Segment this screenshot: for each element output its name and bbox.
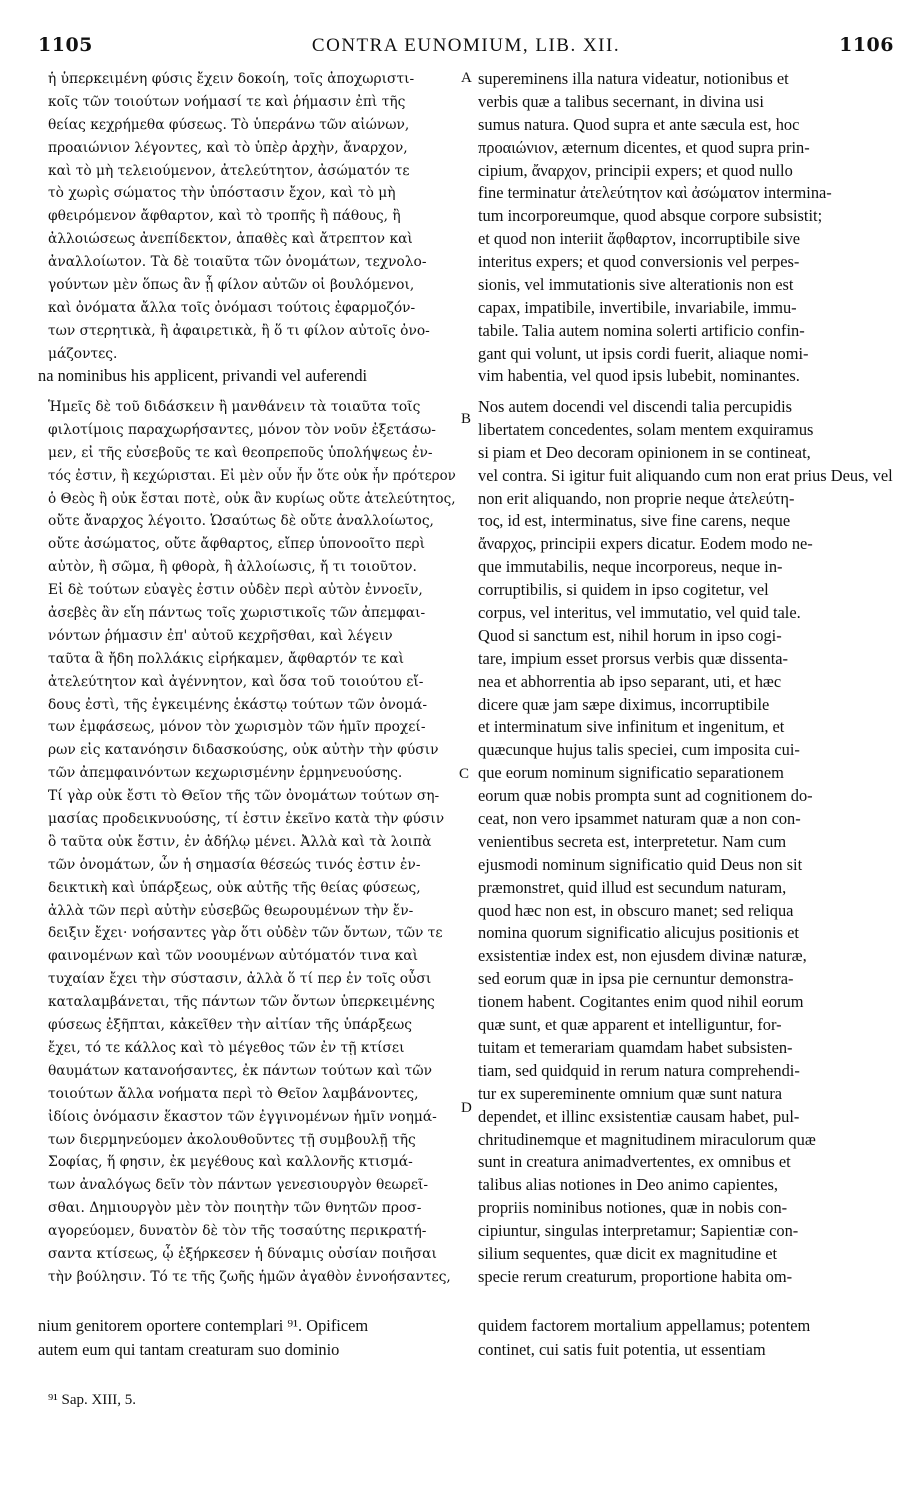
page-number-left: 1105 (38, 34, 93, 56)
latin-text-line: que immutabilis, neque incorporeus, neque in- (478, 557, 783, 577)
latin-text-line: tuitam et temerariam quamdam habet subsisten- (478, 1037, 793, 1057)
latin-text-line: quæ sunt, et quæ apparent et intelliguntur, for- (478, 1015, 782, 1035)
greek-text-line: γούντων μὲν ὅπως ἂν ᾖ φίλον αὐτῶν οἱ βουλόμενοι, (48, 277, 415, 294)
latin-text-line: προαιώνιον, æternum dicentes, et quod supra prin- (478, 137, 810, 157)
latin-text-line: ceat, non vero ipsammet naturam quæ a non con- (478, 809, 801, 829)
greek-text-line: φθειρόμενον ἄφθαρτον, καὶ τὸ τροπῆς ἢ πάθους, ἢ (48, 208, 401, 225)
latin-text-line: specie rerum creaturum, proportione habita om- (478, 1266, 793, 1286)
greek-text-line: αγορεύομεν, δυνατὸν δὲ τὸν τῆς τοσαύτης περικρατή- (48, 1223, 427, 1240)
greek-text-line: ἀτελεύτητον καὶ ἀγέννητον, καὶ ὅσα τοῦ τοιούτου εἴ- (48, 673, 424, 690)
greek-text-line: θαυμάτων κατανοήσαντες, ἐκ πάντων τούτων καὶ τῶν (48, 1062, 433, 1079)
latin-text-line: eorum quæ nobis prompta sunt ad cognitionem do- (478, 786, 813, 806)
span-line-1-right: vim habentia, vel quod ipsis lubebit, nominantes. (478, 366, 800, 385)
greek-text-line: κοῖς τῶν τοιούτων νοήμασί τε καὶ ῥήμασιν ἐπὶ τῆς (48, 93, 406, 110)
latin-text-line: ἄναρχος, principii expers dicatur. Eodem modo ne- (478, 534, 813, 554)
greek-text-line: μάζοντες. (48, 345, 118, 362)
latin-text-line: quod hæc non est, in obscuro manet; sed reliqua (478, 900, 794, 920)
latin-text-line: propriis nominibus notiones, quæ in nobis con- (478, 1198, 788, 1218)
greek-text-line: σαντα κτίσεως, ᾧ ἐξήρκεσεν ἡ δύναμις οὐσίαν ποιῆσαι (48, 1245, 437, 1262)
greek-text-line: τοιούτων ἄλλα νοήματα περὶ τὸ Θεῖον λαμβάνοντες, (48, 1085, 419, 1102)
greek-text-line: δους ἐστὶ, τῆς ἐγκειμένης ἑκάστῳ τούτων τῶν ὀνομά- (48, 696, 428, 713)
latin-text-line: cipiuntur, singulas interpretamur; Sapientiæ con- (478, 1221, 799, 1241)
greek-text-line: των διερμηνεύομεν ἀκολουθοῦντες τῇ συμβουλῇ τῆς (48, 1131, 416, 1148)
latin-text-line: non erit aliquando, non proprie neque ἀτελεύτη- (478, 488, 795, 508)
latin-text-line: τος, id est, interminatus, sive fine carens, neque (478, 511, 791, 531)
greek-text-line: σθαι. Δημιουργὸν μὲν τὸν ποιητὴν τῶν θνητῶν προσ- (48, 1200, 422, 1217)
latin-text-line: ejusmodi nominum significatio quid Deus non sit (478, 854, 803, 874)
span-line-2-left: nium genitorem oportere contemplari ⁹¹. Opificem (38, 1316, 369, 1335)
latin-text-line: fine terminatur ἀτελεύτητον καὶ ἀσώματον intermina- (478, 183, 832, 203)
latin-text-line: præmonstret, quid illud est secundum naturam, (478, 877, 787, 897)
footnote: ⁹¹ Sap. XIII, 5. (48, 1392, 137, 1408)
latin-text-line: nomina quorum significatio alicujus positionis et (478, 923, 799, 943)
latin-text-line: interitus expers; et quod conversionis vel perpes- (478, 252, 800, 272)
latin-text-line: tur ex supereminente omnium quæ sunt natura (478, 1083, 783, 1103)
latin-text-line: Quod si sanctum est, nihil horum in ipso cogi- (478, 625, 782, 645)
greek-column-main (48, 396, 456, 1289)
greek-text-line: ἀσεβὲς ἂν εἴη πάντως τοῖς χωριστικοῖς τῶν ἀπεμφαι- (48, 605, 426, 622)
latin-text-line: exsistentiæ index est, non ejusdem divinæ naturæ, (478, 946, 807, 966)
latin-text-line: sunt in creatura animadvertentes, ex omnibus et (478, 1152, 791, 1172)
greek-text-line: θείας κεχρήμεθα φύσεως. Τὸ ὑπεράνω τῶν αἰώνων, (48, 116, 410, 133)
latin-text-line: tiam, sed quidquid in rerum natura comprehendi- (478, 1060, 800, 1080)
greek-text-line: τῶν ἀπεμφαινόντων κεχωρισμένην ἑρμηνευούσης. (48, 765, 403, 782)
latin-text-line: sionis, vel immutationis sive alterationis non est (478, 275, 794, 295)
greek-text-line: Εἰ δὲ τούτων εὐαγὲς ἐστιν οὐδὲν περὶ αὐτὸν ἐννοεῖν, (48, 582, 423, 599)
latin-text-line: si piam et Deo decoram opinionem in se contineat, (478, 442, 811, 462)
greek-text-line: ἔχει, τό τε κάλλος καὶ τὸ μέγεθος τῶν ἐν τῇ κτίσει (48, 1039, 405, 1056)
greek-text-line: τός ἐστιν, ἢ κεχώρισται. Εἰ μὲν οὖν ἦν ὅτε οὐκ ἦν πρότερον (48, 467, 456, 484)
latin-text-line: chritudinemque et magnitudinem miraculorum quæ (478, 1129, 816, 1149)
page-header (38, 34, 894, 60)
latin-text-line: nea et abhorrentia ab ipso separant, uti, et hæc (478, 671, 782, 691)
greek-text-line: ἀλλοιώσεως ἀνεπίδεκτον, ἀπαθὲς καὶ ἄτρεπτον καὶ (48, 231, 413, 248)
latin-text-line: et interminatum sive infinitum et ingenitum, et (478, 717, 785, 737)
greek-text-line: τὴν βούλησιν. Τό τε τῆς ζωῆς ἡμῶν ἀγαθὸν ἐννοήσαντες, (48, 1268, 451, 1285)
latin-text-line: que eorum nominum significatio separationem (478, 763, 784, 783)
section-marker-c: C (459, 766, 470, 782)
latin-text-line: talibus alias notiones in Deo animo capientes, (478, 1175, 778, 1195)
greek-text-line: Τί γὰρ οὐκ ἔστι τὸ Θεῖον τῆς τῶν ὀνομάτων τούτων ση- (48, 788, 440, 805)
greek-text-line: δειξιν ἔχει· νοήσαντες γὰρ ὅτι οὐδὲν τῶν ὄντων, τῶν τε (48, 925, 443, 942)
greek-text-line: ἀλλὰ τῶν περὶ αὐτὴν εὐσεβῶς θεωρουμένων τὴν ἔν- (48, 902, 414, 919)
latin-text-line: tabile. Talia autem nomina solerti artificio confin- (478, 320, 805, 340)
greek-text-line: των ἐμφάσεως, μόνον τὸν χωρισμὸν τῶν ἡμῖν προχεί- (48, 719, 426, 736)
greek-text-line: μεν, εἰ τῆς εὐσεβοῦς τε καὶ θεοπρεποῦς ὑπολήψεως ἐν- (48, 444, 433, 461)
latin-text-line: tare, impium esset prorsus verbis quæ dissenta- (478, 648, 789, 668)
span-line-3 (38, 1339, 894, 1362)
greek-text-line: νόντων ῥήμασιν ἐπ' αὐτοῦ κεχρῆσθαι, καὶ λέγειν (48, 627, 393, 644)
section-marker-b: B (461, 411, 472, 427)
greek-text-line: δεικτικὴ καὶ ὑπάρξεως, οὐκ αὐτῆς τῆς θείας φύσεως, (48, 879, 421, 896)
greek-text-line: αὐτὸν, ἢ σῶμα, ἢ φθορὰ, ἢ ἀλλοίωσις, ἤ τι τοιοῦτον. (48, 559, 417, 576)
latin-text-line: sed eorum quæ in ipsa pie cernuntur demonstra- (478, 969, 794, 989)
latin-text-line: supereminens illa natura videatur, notionibus et (478, 69, 789, 88)
greek-text-line: των ἀναλόγως δεῖν τὸν πάντων γενεσιουργὸν θεωρεῖ- (48, 1177, 429, 1194)
greek-text-line: ἀναλλοίωτον. Τὰ δὲ τοιαῦτα τῶν ὀνομάτων, τεχνολο- (48, 254, 427, 271)
greek-text-line: οὔτε ἄναρχος λέγοιτο. Ὡσαύτως δὲ οὔτε ἀναλλοίωτος, (48, 513, 434, 530)
span-line-2-right: quidem factorem mortalium appellamus; potentem (478, 1316, 811, 1335)
latin-text-line: Nos autem docendi vel discendi talia percupidis (478, 397, 793, 416)
section-marker-d: D (461, 1100, 472, 1116)
latin-text-line: cipium, ἄναρχον, principii expers; et quod nullo (478, 160, 793, 180)
section-marker-a: A (461, 70, 472, 86)
greek-text-line: φύσεως ἐξῆπται, κἀκεῖθεν τὴν αἰτίαν τῆς ὑπάρξεως (48, 1017, 412, 1034)
latin-text-line: et quod non interiit ἄφθαρτον, incorruptibile sive (478, 229, 801, 249)
greek-text-line: φαινομένων καὶ τῶν νοουμένων αὐτόματόν τινα καὶ (48, 948, 419, 965)
latin-text-line: dicere quæ jam sæpe diximus, incorruptibile (478, 694, 770, 714)
greek-text-line: μασίας προδεικνυούσης, τί ἐστιν ἐκεῖνο κατὰ τὴν φύσιν (48, 811, 445, 828)
greek-text-line: των στερητικὰ, ἢ ἀφαιρετικὰ, ἢ ὅ τι φίλον αὐτοῖς ὀνο- (48, 322, 430, 339)
greek-text-line: ρων εἰς κατανόησιν διδασκούσης, οὐκ αὐτὴν τὴν φύσιν (48, 742, 439, 759)
greek-text-line: ὃ ταῦτα οὐκ ἔστιν, ἐν ἀδήλῳ μένει. Ἀλλὰ καὶ τὰ λοιπὰ (48, 833, 432, 850)
greek-text-line: Σοφίας, ἥ φησιν, ἐκ μεγέθους καὶ καλλονῆς κτισμά- (48, 1154, 413, 1171)
page-number-right: 1106 (839, 34, 894, 56)
latin-text-line: corruptibilis, si quidem in ipso cogitetur, vel (478, 580, 769, 600)
greek-text-line: τυχαίαν ἔχει τὴν σύστασιν, ἀλλὰ ὅ τί περ ἐν τοῖς οὖσι (48, 971, 432, 988)
latin-text-line: quæcunque hujus talis speciei, cum imposita cui- (478, 740, 800, 760)
running-title: CONTRA EUNOMIUM, LIB. XII. (311, 35, 621, 56)
latin-text-line: venientibus secreta est, interpretetur. Nam cum (478, 831, 787, 851)
greek-text-line: ἰδίοις ὀνόμασιν ἕκαστον τῶν ἐγγινομένων ἡμῖν νοημά- (48, 1108, 437, 1125)
latin-text-line: tionem habent. Cogitantes enim quod nihil eorum (478, 992, 804, 1012)
latin-column-top (478, 68, 894, 366)
latin-text-line: sumus natura. Quod supra et ante sæcula est, hoc (478, 114, 800, 134)
latin-text-line: vel contra. Si igitur fuit aliquando cum non erat prius Deus, vel (478, 465, 893, 485)
latin-text-line: corpus, vel interitus, vel immutatio, vel quid tale. (478, 603, 801, 623)
greek-text-line: ἡ ὑπερκειμένη φύσις ἔχειν δοκοίη, τοῖς ἀποχωριστι- (48, 71, 415, 87)
greek-text-line: Ἡμεῖς δὲ τοῦ διδάσκειν ἢ μανθάνειν τὰ τοιαῦτα τοῖς (48, 399, 421, 415)
latin-text-line: verbis quæ a talibus secernant, in divina usi (478, 91, 764, 111)
latin-text-line: dependet, et illinc exsistentiæ causam habet, pul- (478, 1106, 800, 1126)
span-line-1-left: na nominibus his applicent, privandi vel auferendi (38, 366, 368, 385)
latin-column-main (478, 396, 894, 1289)
greek-text-line: οὔτε ἀσώματος, οὔτε ἄφθαρτος, εἴπερ ὑπονοοῖτο περὶ (48, 536, 426, 553)
greek-text-line: τῶν ὀνομάτων, ὧν ἡ σημασία θέσεώς τινός ἐστιν ἐν- (48, 856, 421, 873)
greek-text-line: καὶ ὀνόματα ἄλλα τοῖς ὀνόμασι τούτοις ἐφαρμοζόν- (48, 299, 416, 316)
greek-text-line: τὸ χωρὶς σώματος τὴν ὑπόστασιν ἔχον, καὶ τὸ μὴ (48, 185, 396, 202)
span-line-1 (38, 365, 894, 388)
greek-text-line: καταλαμβάνεται, τῆς πάντων τῶν ὄντων ὑπερκειμένης (48, 994, 435, 1011)
greek-text-line: καὶ τὸ μὴ τελειούμενον, ἀτελεύτητον, ἀσώματόν τε (48, 162, 410, 179)
span-line-3-left: autem eum qui tantam creaturam suo dominio (38, 1340, 340, 1359)
greek-text-line: ταῦτα ἃ ἤδη πολλάκις εἰρήκαμεν, ἄφθαρτόν τε καὶ (48, 650, 405, 667)
greek-text-line: φιλοτίμοις παραχωρήσαντες, μόνον τὸν νοῦν ἐξετάσω- (48, 421, 436, 438)
greek-column-top (48, 68, 456, 366)
latin-text-line: capax, impatibile, invertibile, invariabile, immu- (478, 297, 797, 317)
latin-text-line: silium sequentes, quæ dicit ex magnitudine et (478, 1243, 778, 1263)
span-line-3-right: continet, cui satis fuit potentia, ut essentiam (478, 1340, 766, 1359)
latin-text-line: libertatem concedentes, solam mentem exquiramus (478, 419, 814, 439)
greek-text-line: ὁ Θεὸς ἢ οὐκ ἔσται ποτὲ, οὐκ ἂν κυρίως οὔτε ἀτελεύτητος, (48, 490, 456, 507)
latin-text-line: gant qui volunt, ut ipsis cordi fuerit, aliaque nomi- (478, 343, 809, 363)
latin-text-line: tum incorporeumque, quod absque corpore subsistit; (478, 206, 823, 226)
greek-text-line: προαιώνιον λέγοντες, καὶ τὸ ὑπὲρ ἀρχὴν, ἄναρχον, (48, 139, 408, 156)
span-line-2 (38, 1315, 894, 1338)
